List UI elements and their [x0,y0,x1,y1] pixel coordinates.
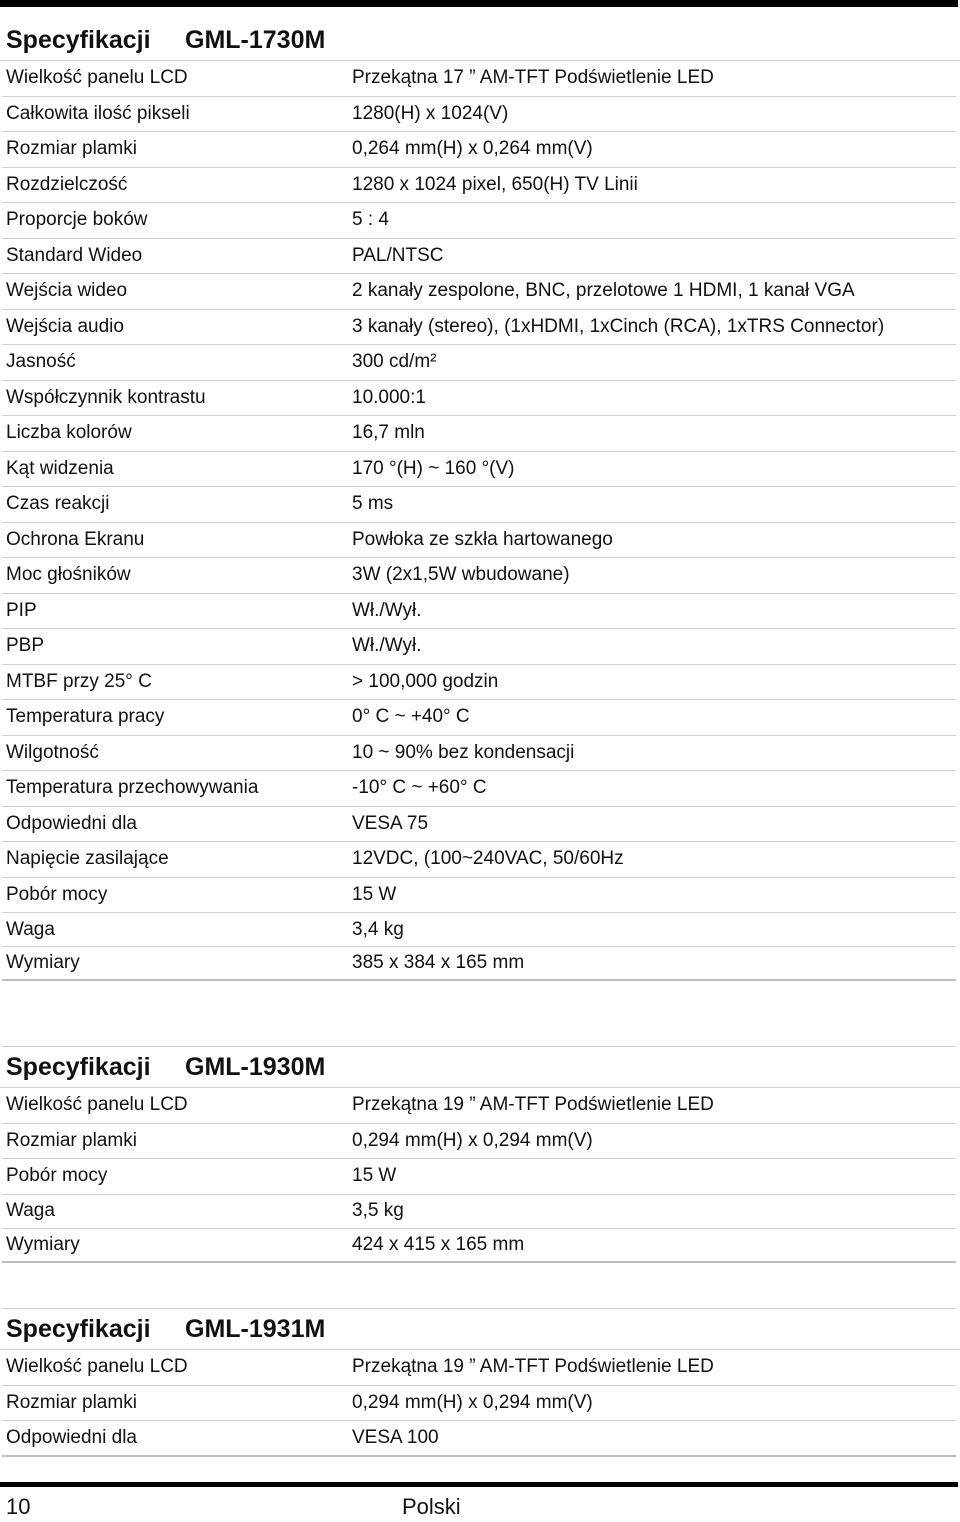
section-title-model: GML-1730M [185,26,326,54]
section-title [0,1047,960,1088]
spec-value: 10 ~ 90% bez kondensacji [352,741,575,763]
spec-value: 12VDC, (100~240VAC, 50/60Hz [352,848,624,870]
spec-row [2,310,956,346]
spec-key: Proporcje boków [6,209,148,231]
spec-row [2,452,956,488]
spec-key: Odpowiedni dla [6,1426,137,1448]
spec-row [2,771,956,807]
spec-key: Pobór mocy [6,883,108,905]
spec-row [2,487,956,523]
spec-key: Rozmiar plamki [6,1129,137,1151]
spec-row [2,594,956,630]
spec-key: Liczba kolorów [6,422,132,444]
footer-rule [0,1482,958,1487]
spec-key: Odpowiedni dla [6,812,137,834]
spec-value: Przekątna 19 ” AM-TFT Podświetlenie LED [352,1356,714,1378]
spec-value: 0,294 mm(H) x 0,294 mm(V) [352,1129,593,1151]
spec-value: > 100,000 godzin [352,670,499,692]
spec-row [2,558,956,594]
spec-value: Powłoka ze szkła hartowanego [352,528,613,550]
spec-value: Przekątna 19 ” AM-TFT Podświetlenie LED [352,1094,714,1116]
spec-row [2,1159,956,1195]
spec-key: Napięcie zasilające [6,848,169,870]
spec-key: Czas reakcji [6,493,110,515]
spec-value: 0,294 mm(H) x 0,294 mm(V) [352,1391,593,1413]
spec-value: 10.000:1 [352,386,426,408]
spec-value: 0,264 mm(H) x 0,264 mm(V) [352,138,593,160]
spec-value: VESA 75 [352,812,429,834]
spec-value: 0° C ~ +40° C [352,706,470,728]
spec-value: 15 W [352,1165,397,1187]
spec-row [2,1386,956,1422]
spec-key: Wejścia audio [6,315,124,337]
spec-row [2,61,956,97]
spec-key: Temperatura przechowywania [6,777,259,799]
spec-key: Wymiary [6,1233,80,1255]
spec-row [2,913,956,947]
spec-row [2,1124,956,1160]
page-language: Polski [402,1494,461,1519]
spec-key: Rozdzielczość [6,173,128,195]
spec-key: Wymiary [6,952,80,973]
spec-value: 3W (2x1,5W wbudowane) [352,564,570,586]
spec-row [2,807,956,843]
spec-value: Przekątna 17 ” AM-TFT Podświetlenie LED [352,67,714,89]
spec-key: PIP [6,599,37,621]
spec-value: 3 kanały (stereo), (1xHDMI, 1xCinch (RCA), 1xTRS Connector) [352,315,885,337]
spec-row [2,878,956,914]
spec-key: Waga [6,1200,55,1221]
section-title [0,1309,960,1350]
spec-section-gml-1931m [0,1308,960,1457]
spec-key: Moc głośników [6,564,131,586]
spec-value: 385 x 384 x 165 mm [352,952,525,973]
spec-row [2,1421,956,1457]
section-title-label: Specyfikacji [6,1053,151,1081]
spec-key: Całkowita ilość pikseli [6,102,190,124]
spec-key: PBP [6,635,45,657]
section-title [0,20,960,61]
page-number: 10 [6,1494,31,1519]
spec-row [2,1195,956,1229]
spec-key: Standard Wideo [6,244,143,266]
spec-value: 16,7 mln [352,422,425,444]
spec-value: 5 : 4 [352,209,389,231]
spec-value: Wł./Wył. [352,635,422,657]
section-title-label: Specyfikacji [6,1315,151,1343]
spec-row [2,842,956,878]
spec-value: 424 x 415 x 165 mm [352,1233,525,1255]
spec-value: 5 ms [352,493,394,515]
spec-value: PAL/NTSC [352,244,444,266]
spec-row [2,1088,956,1124]
spec-key: MTBF przy 25° C [6,670,152,692]
spec-row [2,239,956,275]
spec-value: -10° C ~ +60° C [352,777,487,799]
spec-key: Wielkość panelu LCD [6,67,188,89]
spec-key: Kąt widzenia [6,457,114,479]
spec-value: 15 W [352,883,397,905]
spec-row [2,381,956,417]
spec-value: 300 cd/m² [352,351,437,373]
spec-row [2,416,956,452]
spec-key: Rozmiar plamki [6,1391,137,1413]
spec-row [2,203,956,239]
spec-value: 1280 x 1024 pixel, 650(H) TV Linii [352,173,638,195]
spec-key: Rozmiar plamki [6,138,137,160]
section-title-model: GML-1930M [185,1053,326,1081]
spec-row [2,345,956,381]
spec-value: Wł./Wył. [352,599,422,621]
spec-row [2,132,956,168]
spec-key: Wielkość panelu LCD [6,1094,188,1116]
spec-row [2,947,956,981]
spec-value: 3,5 kg [352,1200,404,1221]
spec-row [2,523,956,559]
spec-value: 1280(H) x 1024(V) [352,102,509,124]
spec-value: 3,4 kg [352,918,404,940]
spec-row [2,736,956,772]
spec-row [2,97,956,133]
spec-key: Pobór mocy [6,1165,108,1187]
spec-value: 2 kanały zespolone, BNC, przelotowe 1 HDMI, 1 kanał VGA [352,280,855,302]
spec-value: 170 °(H) ~ 160 °(V) [352,457,515,479]
spec-row [2,1229,956,1263]
spec-key: Wilgotność [6,741,99,763]
spec-key: Współczynnik kontrastu [6,386,206,408]
section-title-label: Specyfikacji [6,26,151,54]
section-title-model: GML-1931M [185,1315,326,1343]
spec-key: Wielkość panelu LCD [6,1356,188,1378]
spec-key: Temperatura pracy [6,706,165,728]
spec-section-gml-1930m [0,1046,960,1263]
top-rule [0,0,958,7]
spec-row [2,274,956,310]
spec-section-gml-1730m [0,20,960,981]
spec-key: Jasność [6,351,76,373]
spec-key: Wejścia wideo [6,280,128,302]
spec-row [2,168,956,204]
spec-row [2,700,956,736]
spec-key: Ochrona Ekranu [6,528,145,550]
spec-row [2,665,956,701]
spec-row [2,629,956,665]
spec-row [2,1350,956,1386]
spec-key: Waga [6,918,55,940]
spec-value: VESA 100 [352,1426,439,1448]
